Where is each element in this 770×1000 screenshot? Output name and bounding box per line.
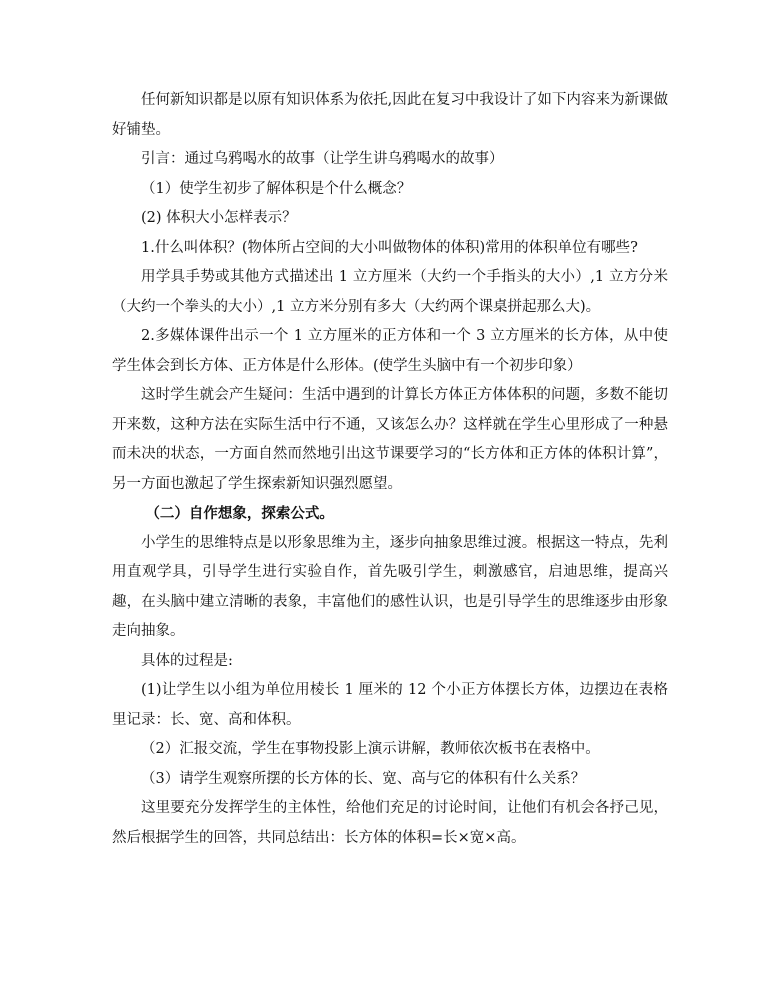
paragraph: (2) 体积大小怎样表示？ — [141, 210, 297, 226]
paragraph: 小学生的思维特点是以形象思维为主，逐步向抽象思维过渡。根据这一特点，先利用直观学具，引导学生进行实验自作，首先吸引学生，刺激感官，启迪思维，提高兴趣，在头脑中建立清晰的表象，丰富他们的感性认识，也是引导学生的思维逐步由形象走向抽象。 — [112, 534, 668, 639]
paragraph: 这里要充分发挥学生的主体性，给他们充足的讨论时间，让他们有机会各抒己见，然后根据学生的回答，共同总结出：长方体的体积=长×宽×高。 — [112, 800, 668, 846]
paragraph: （3）请学生观察所摆的长方体的长、宽、高与它的体积有什么关系？ — [141, 770, 586, 787]
paragraph: （1）使学生初步了解体积是个什么概念？ — [141, 180, 412, 197]
paragraph: 引言：通过乌鸦喝水的故事（让学生讲乌鸦喝水的故事） — [141, 151, 504, 167]
paragraph: 具体的过程是: — [141, 652, 233, 669]
paragraph: 用学具手势或其他方式描述出 1 立方厘米（大约一个手指头的大小）,1 立方分米（大约一个拳头的大小）,1 立方米分别有多大（大约两个课桌拼起那么大)。 — [112, 269, 668, 315]
section-heading: （二）自作想象，探索公式。 — [145, 505, 334, 522]
paragraph: 2.多媒体课件出示一个 1 立方厘米的正方体和一个 3 立方厘米的长方体，从中使学生体会到长方体、正方体是什么形体。(使学生头脑中有一个初步印象） — [112, 328, 668, 374]
paragraph: (1)让学生以小组为单位用棱长 1 厘米的 12 个小正方体摆长方体，边摆边在表格里记录：长、宽、高和体积。 — [112, 682, 668, 728]
paragraph: 1.什么叫体积？(物体所占空间的大小叫做物体的体积)常用的体积单位有哪些? — [141, 239, 638, 256]
paragraph: 任何新知识都是以原有知识体系为依托,因此在复习中我设计了如下内容来为新课做好铺垫。 — [112, 92, 668, 138]
paragraph: 这时学生就会产生疑问：生活中遇到的计算长方体正方体体积的问题，多数不能切开来数，这种方法在实际生活中行不通，又该怎么办？这样就在学生心里形成了一种悬而未决的状态，一方面自然而然地引出这节课要学习的“长方体和正方体的体积计算”，另一方面也激起了学生探索新知识强烈愿望。 — [112, 387, 668, 492]
paragraph: （2）汇报交流，学生在事物投影上演示讲解，教师依次板书在表格中。 — [141, 741, 600, 757]
document-body — [112, 86, 668, 853]
